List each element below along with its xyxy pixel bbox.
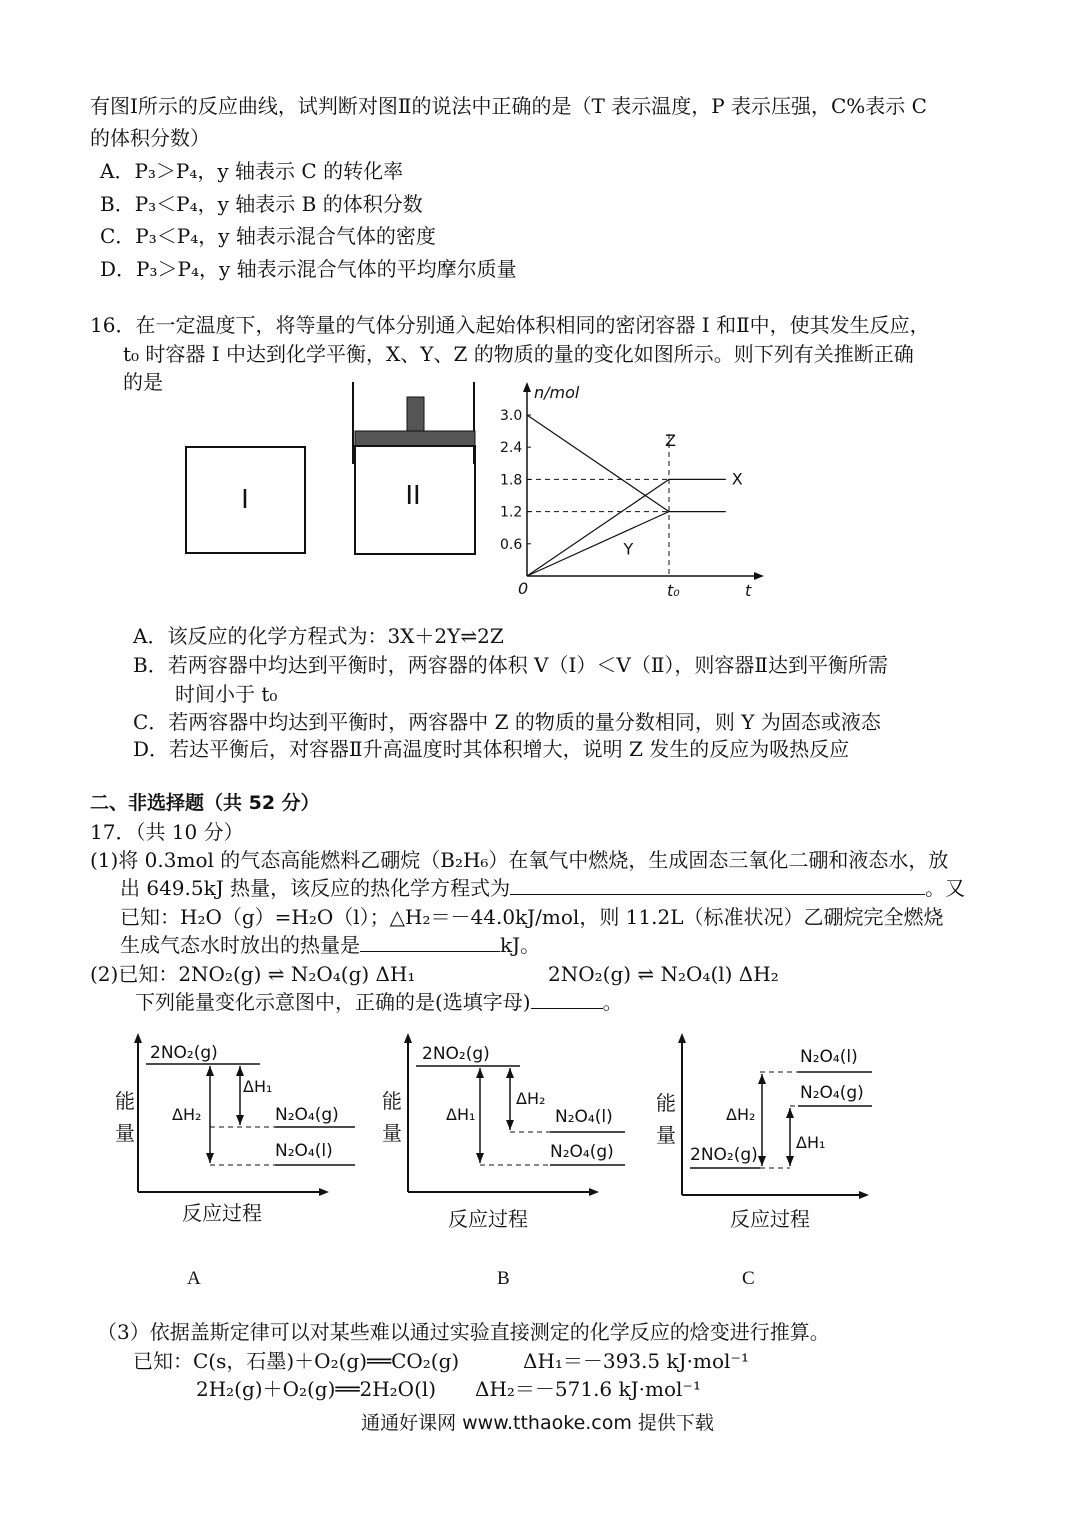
y-tick-label: 1.8	[500, 472, 523, 489]
q16-option-b-line2: 时间小于 t₀	[175, 682, 278, 706]
q15-intro-line2: 的体积分数）	[90, 126, 210, 150]
q17-part2-end: 。	[602, 990, 623, 1014]
energy-c-no2-label: 2NO₂(g)	[690, 1145, 758, 1165]
y-tick-label: 2.4	[500, 440, 523, 457]
q17-part2-eq1: (2)已知：2NO₂(g) ⇌ N₂O₄(g) ΔH₁	[90, 962, 416, 986]
energy-c-dh2: ΔH₂	[726, 1105, 756, 1124]
energy-c-y-label-2: 量	[656, 1123, 676, 1147]
energy-b-x-label: 反应过程	[448, 1207, 528, 1231]
diagram-label-c: C	[742, 1268, 755, 1289]
q17-part3-eq1: 已知：C(s，石墨)＋O₂(g)══CO₂(g)	[133, 1349, 460, 1373]
q17-part1-line3: 已知：H₂O（g）=H₂O（l）；△H₂＝－44.0kJ/mol，则 11.2L（标准状况）乙硼烷完全燃烧	[120, 905, 944, 929]
chart-origin-label: 0	[518, 579, 529, 598]
series-x-label: X	[731, 469, 743, 489]
q17-part3-dh1: ΔH₁＝－393.5 kJ·mol⁻¹	[523, 1349, 749, 1373]
q17-part2-line2	[135, 990, 623, 1014]
q15-option-a: A．P₃＞P₄，y 轴表示 C 的转化率	[100, 159, 404, 183]
energy-b-dh2: ΔH₂	[516, 1089, 546, 1108]
diagram-label-b: B	[497, 1268, 510, 1289]
q17-part1-line2-text: 出 649.5kJ 热量，该反应的热化学方程式为	[120, 876, 511, 900]
energy-a-dh2: ΔH₂	[172, 1105, 202, 1124]
energy-a-dh1: ΔH₁	[243, 1077, 273, 1096]
q17-part2-eq2: 2NO₂(g) ⇌ N₂O₄(l) ΔH₂	[548, 962, 779, 986]
containers-figure	[175, 380, 485, 560]
series-y-label: Y	[623, 539, 634, 559]
q17-part1-line4	[120, 933, 540, 957]
piston-rod	[407, 397, 424, 431]
chart-t0-tick-label: t₀	[667, 581, 680, 600]
energy-a-y-label-1: 能	[115, 1089, 135, 1113]
answer-blank-choice[interactable]	[531, 990, 603, 1009]
q17-part1-line2-end: 。又	[925, 876, 966, 900]
diagram-label-a: A	[187, 1268, 201, 1289]
container-ii-label: II	[405, 481, 421, 511]
energy-c-n2o4l-label: N₂O₄(l)	[800, 1047, 858, 1067]
q17-title: 17．（共 10 分）	[90, 820, 244, 844]
q17-part1-line4-text: 生成气态水时放出的热量是	[120, 933, 360, 957]
q15-option-d: D．P₃＞P₄，y 轴表示混合气体的平均摩尔质量	[100, 257, 517, 281]
q17-part3-eq2: 2H₂(g)＋O₂(g)══2H₂O(l)	[196, 1377, 437, 1401]
energy-c-dh1: ΔH₁	[796, 1133, 826, 1152]
y-tick-label: 0.6	[500, 536, 523, 553]
y-tick-label: 3.0	[500, 408, 523, 424]
energy-a-n2o4g-label: N₂O₄(g)	[275, 1105, 339, 1125]
q16-option-c: C．若两容器中均达到平衡时，两容器中 Z 的物质的量分数相同，则 Y 为固态或液态	[133, 710, 881, 734]
q17-part1-line2	[120, 876, 965, 900]
series-z-line	[527, 415, 669, 512]
energy-c-n2o4g-label: N₂O₄(g)	[800, 1083, 864, 1103]
energy-b-n2o4g-label: N₂O₄(g)	[550, 1142, 614, 1162]
piston	[355, 431, 475, 446]
q17-part3-dh2: ΔH₂＝－571.6 kJ·mol⁻¹	[475, 1377, 701, 1401]
q17-part1-line1: (1)将 0.3mol 的气态高能燃料乙硼烷（B₂H₆）在氧气中燃烧，生成固态三氧化二硼和液态水，放	[90, 848, 949, 872]
q17-part1-line4-unit: kJ。	[500, 933, 541, 957]
energy-c-x-label: 反应过程	[730, 1207, 810, 1231]
energy-c-y-label-1: 能	[656, 1091, 676, 1115]
energy-a-y-label-2: 量	[115, 1121, 135, 1145]
energy-b-n2o4l-label: N₂O₄(l)	[555, 1107, 613, 1127]
q15-intro-line1: 有图Ⅰ所示的反应曲线，试判断对图Ⅱ的说法中正确的是（T 表示温度，P 表示压强，C%表示 C	[90, 94, 927, 118]
answer-blank-equation[interactable]	[510, 876, 925, 895]
q16-stem-line3: 的是	[123, 370, 163, 394]
energy-a-x-label: 反应过程	[182, 1201, 262, 1225]
series-x-line	[527, 479, 726, 576]
section2-heading: 二、非选择题（共 52 分）	[90, 792, 320, 814]
container-i-label: I	[241, 485, 249, 515]
energy-b-dh1: ΔH₁	[446, 1105, 476, 1124]
q15-option-c: C．P₃＜P₄，y 轴表示混合气体的密度	[100, 224, 436, 248]
energy-b-y-label-2: 量	[382, 1121, 402, 1145]
q17-part3-line1: （3）依据盖斯定律可以对某些难以通过实验直接测定的化学反应的焓变进行推算。	[97, 1320, 830, 1344]
energy-diagram-b	[370, 1030, 640, 1231]
chart-x-label: t	[745, 581, 752, 600]
q16-stem-line2: t₀ 时容器 I 中达到化学平衡，X、Y、Z 的物质的量的变化如图所示。则下列有关推断正确	[123, 342, 914, 366]
series-z-label: Z	[665, 430, 676, 450]
q17-part2-prompt: 下列能量变化示意图中，正确的是(选填字母)	[135, 990, 531, 1014]
y-tick-label: 1.2	[500, 504, 523, 521]
answer-blank-heat[interactable]	[360, 933, 500, 952]
energy-a-n2o4l-label: N₂O₄(l)	[275, 1141, 333, 1161]
amount-time-chart	[490, 378, 780, 603]
energy-b-y-label-1: 能	[382, 1089, 402, 1113]
energy-a-no2-label: 2NO₂(g)	[150, 1043, 218, 1063]
q16-option-a: A．该反应的化学方程式为：3X＋2Y⇌2Z	[133, 624, 504, 648]
q16-option-d: D．若达平衡后，对容器Ⅱ升高温度时其体积增大，说明 Z 发生的反应为吸热反应	[133, 737, 850, 761]
q16-option-b-line1: B．若两容器中均达到平衡时，两容器的体积 V（Ⅰ）＜V（Ⅱ），则容器Ⅱ达到平衡所需	[133, 653, 889, 677]
q15-option-b: B．P₃＜P₄，y 轴表示 B 的体积分数	[100, 192, 423, 216]
page-footer: 通通好课网 www.tthaoke.com 提供下载	[361, 1412, 714, 1434]
q16-stem-line1: 16．在一定温度下，将等量的气体分别通入起始体积相同的密闭容器 I 和Ⅱ中，使其发生反应，	[90, 313, 930, 337]
chart-y-label: n/mol	[534, 383, 580, 402]
energy-b-no2-label: 2NO₂(g)	[422, 1044, 490, 1064]
energy-diagram-a	[100, 1030, 350, 1225]
energy-diagram-c	[650, 1030, 900, 1231]
